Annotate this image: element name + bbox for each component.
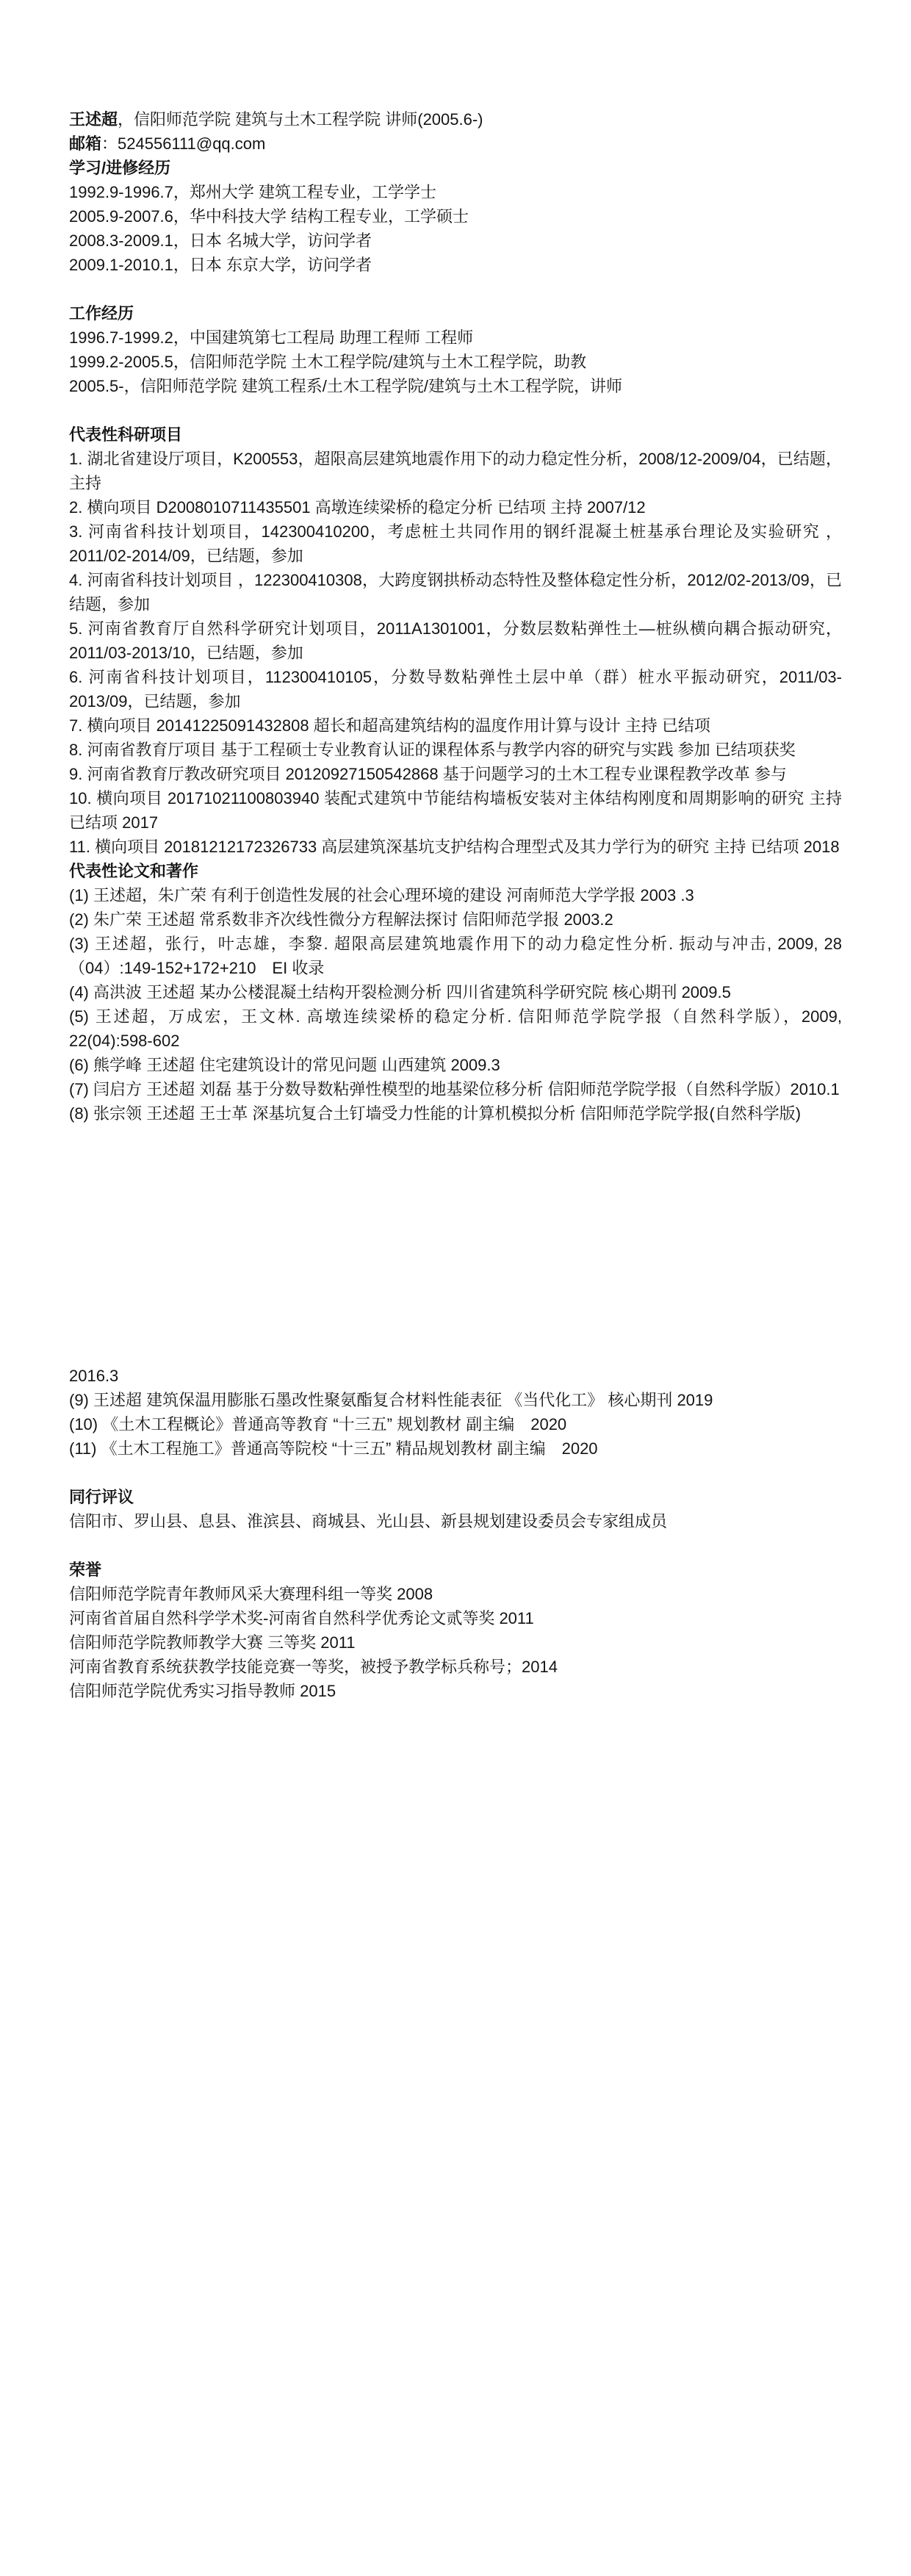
text-line: 11. 横向项目 20181212172326733 高层建筑深基坑支护结构合理型式及其力学行为的研究 主持 已结项 2018 [69,838,840,856]
section [69,1485,842,1533]
text-line: 1999.2-2005.5，信阳师范学院 土木工程学院/建筑与土木工程学院，助教 [69,353,587,371]
person-name: 王述超 [69,110,118,129]
section [69,859,842,1126]
text-line: 河南省教育系统获教学技能竞赛一等奖，被授予教学标兵称号；2014 [69,1658,558,1676]
text-line: (8) 张宗领 王述超 王士革 深基坑复合土钉墙受力性能的计算机模拟分析 信阳师范学院学报(自然科学版) [69,1104,802,1123]
text-line: 信阳师范学院教师教学大赛 三等奖 2011 [69,1633,356,1652]
email-label: 邮箱 [69,134,102,153]
text-line: (3) 王述超，张行，叶志雄，李黎. 超限高层建筑地震作用下的动力稳定性分析. 振动与冲击, 2009, 28（04）:149-152+172+210 EI 收录 [69,935,842,977]
intro-line-email [69,132,842,156]
text-line: 1. 湖北省建设厅项目，K200553，超限高层建筑地震作用下的动力稳定性分析，2008/12-2009/04，已结题，主持 [69,450,842,492]
text-line: 2016.3 [69,1367,119,1385]
section-heading: 荣誉 [69,1561,102,1579]
text-line: 1992.9-1996.7，郑州大学 建筑工程专业，工学学士 [69,183,437,201]
text-line: 信阳市、罗山县、息县、淮滨县、商城县、光山县、新县规划建设委员会专家组成员 [69,1512,668,1530]
text-line: (5) 王述超，万成宏，王文林. 高墩连续梁桥的稳定分析. 信阳师范学院学报（自然科学版），2009, 22(04):598-602 [69,1007,842,1050]
text-line: 2005.9-2007.6，华中科技大学 结构工程专业，工学硕士 [69,207,469,226]
text-line: 3. 河南省科技计划项目，142300410200，考虑桩土共同作用的钢纤混凝土桩基承台理论及实验研究 ，2011/02-2014/09，已结题，参加 [69,522,842,565]
text-line: 2008.3-2009.1，日本 名城大学，访问学者 [69,231,372,250]
text-line: (1) 王述超，朱广荣 有利于创造性发展的社会心理环境的建设 河南师范大学学报 2003 .3 [69,886,694,904]
text-line: 8. 河南省教育厅项目 基于工程硕士专业教育认证的课程体系与教学内容的研究与实践 参加 已结项获奖 [69,741,796,759]
text-line: (6) 熊学峰 王述超 住宅建筑设计的常见问题 山西建筑 2009.3 [69,1056,500,1074]
text-line: 4. 河南省科技计划项目 ，122300410308，大跨度钢拱桥动态特性及整体稳定性分析，2012/02-2013/09，已结题，参加 [69,571,842,614]
sections [69,156,842,1703]
text-line: 7. 横向项目 20141225091432808 超长和超高建筑结构的温度作用计算与设计 主持 已结项 [69,716,710,735]
text-line: (4) 高洪波 王述超 某办公楼混凝土结构开裂检测分析 四川省建筑科学研究院 核心期刊 2009.5 [69,983,731,1001]
text-line: 2005.5-，信阳师范学院 建筑工程系/土木工程学院/建筑与土木工程学院，讲师 [69,377,622,395]
section [69,301,842,398]
section-heading: 学习/进修经历 [69,159,171,177]
section [69,156,842,277]
text-line: (9) 王述超 建筑保温用膨胀石墨改性聚氨酯复合材料性能表征 《当代化工》 核心期刊 2019 [69,1391,713,1409]
text-line: 2009.1-2010.1，日本 东京大学，访问学者 [69,256,372,274]
intro-line-name [69,107,842,132]
text-line: 6. 河南省科技计划项目，112300410105，分数导数粘弹性土层中单（群）桩水平振动研究，2011/03-2013/09，已结题，参加 [69,668,842,710]
text-line: 9. 河南省教育厅教改研究项目 20120927150542868 基于问题学习的土木工程专业课程教学改革 参与 [69,765,787,783]
text-line: 1996.7-1999.2，中国建筑第七工程局 助理工程师 工程师 [69,328,474,347]
email-value: ：524556111@qq.com [101,134,266,153]
section-heading: 同行评议 [69,1488,134,1506]
section-heading: 代表性科研项目 [69,425,183,444]
text-line: 信阳师范学院优秀实习指导教师 2015 [69,1682,336,1700]
text-line: (10) 《土木工程概论》普通高等教育 “十三五” 规划教材 副主编 2020 [69,1415,567,1433]
section [69,1558,842,1703]
text-line: 5. 河南省教育厅自然科学研究计划项目，2011A1301001，分数层数粘弹性土—桩纵横向耦合振动研究，2011/03-2013/10，已结题，参加 [69,619,842,662]
text-line: (11) 《土木工程施工》普通高等院校 “十三五” 精品规划教材 副主编 2020 [69,1439,598,1458]
section-heading: 代表性论文和著作 [69,862,199,880]
text-line: 2. 横向项目 D2008010711435501 高墩连续梁桥的稳定分析 已结项 主持 2007/12 [69,498,646,517]
text-line: 10. 横向项目 20171021100803940 装配式建筑中节能结构墙板安装对主体结构刚度和周期影响的研究 主持 已结项 2017 [69,789,842,832]
text-line: (7) 闫启方 王述超 刘磊 基于分数导数粘弹性模型的地基梁位移分析 信阳师范学院学报（自然科学版）2010.1 [69,1080,840,1098]
text-line: 信阳师范学院青年教师风采大赛理科组一等奖 2008 [69,1585,433,1603]
person-affiliation: ，信阳师范学院 建筑与土木工程学院 讲师(2005.6-) [118,110,483,129]
section [69,422,842,859]
section [69,1364,842,1461]
section-heading: 工作经历 [69,304,134,323]
text-line: (2) 朱广荣 王述超 常系数非齐次线性微分方程解法探讨 信阳师范学报 2003.2 [69,910,613,929]
text-line: 河南省首届自然科学学术奖-河南省自然科学优秀论文贰等奖 2011 [69,1609,534,1627]
